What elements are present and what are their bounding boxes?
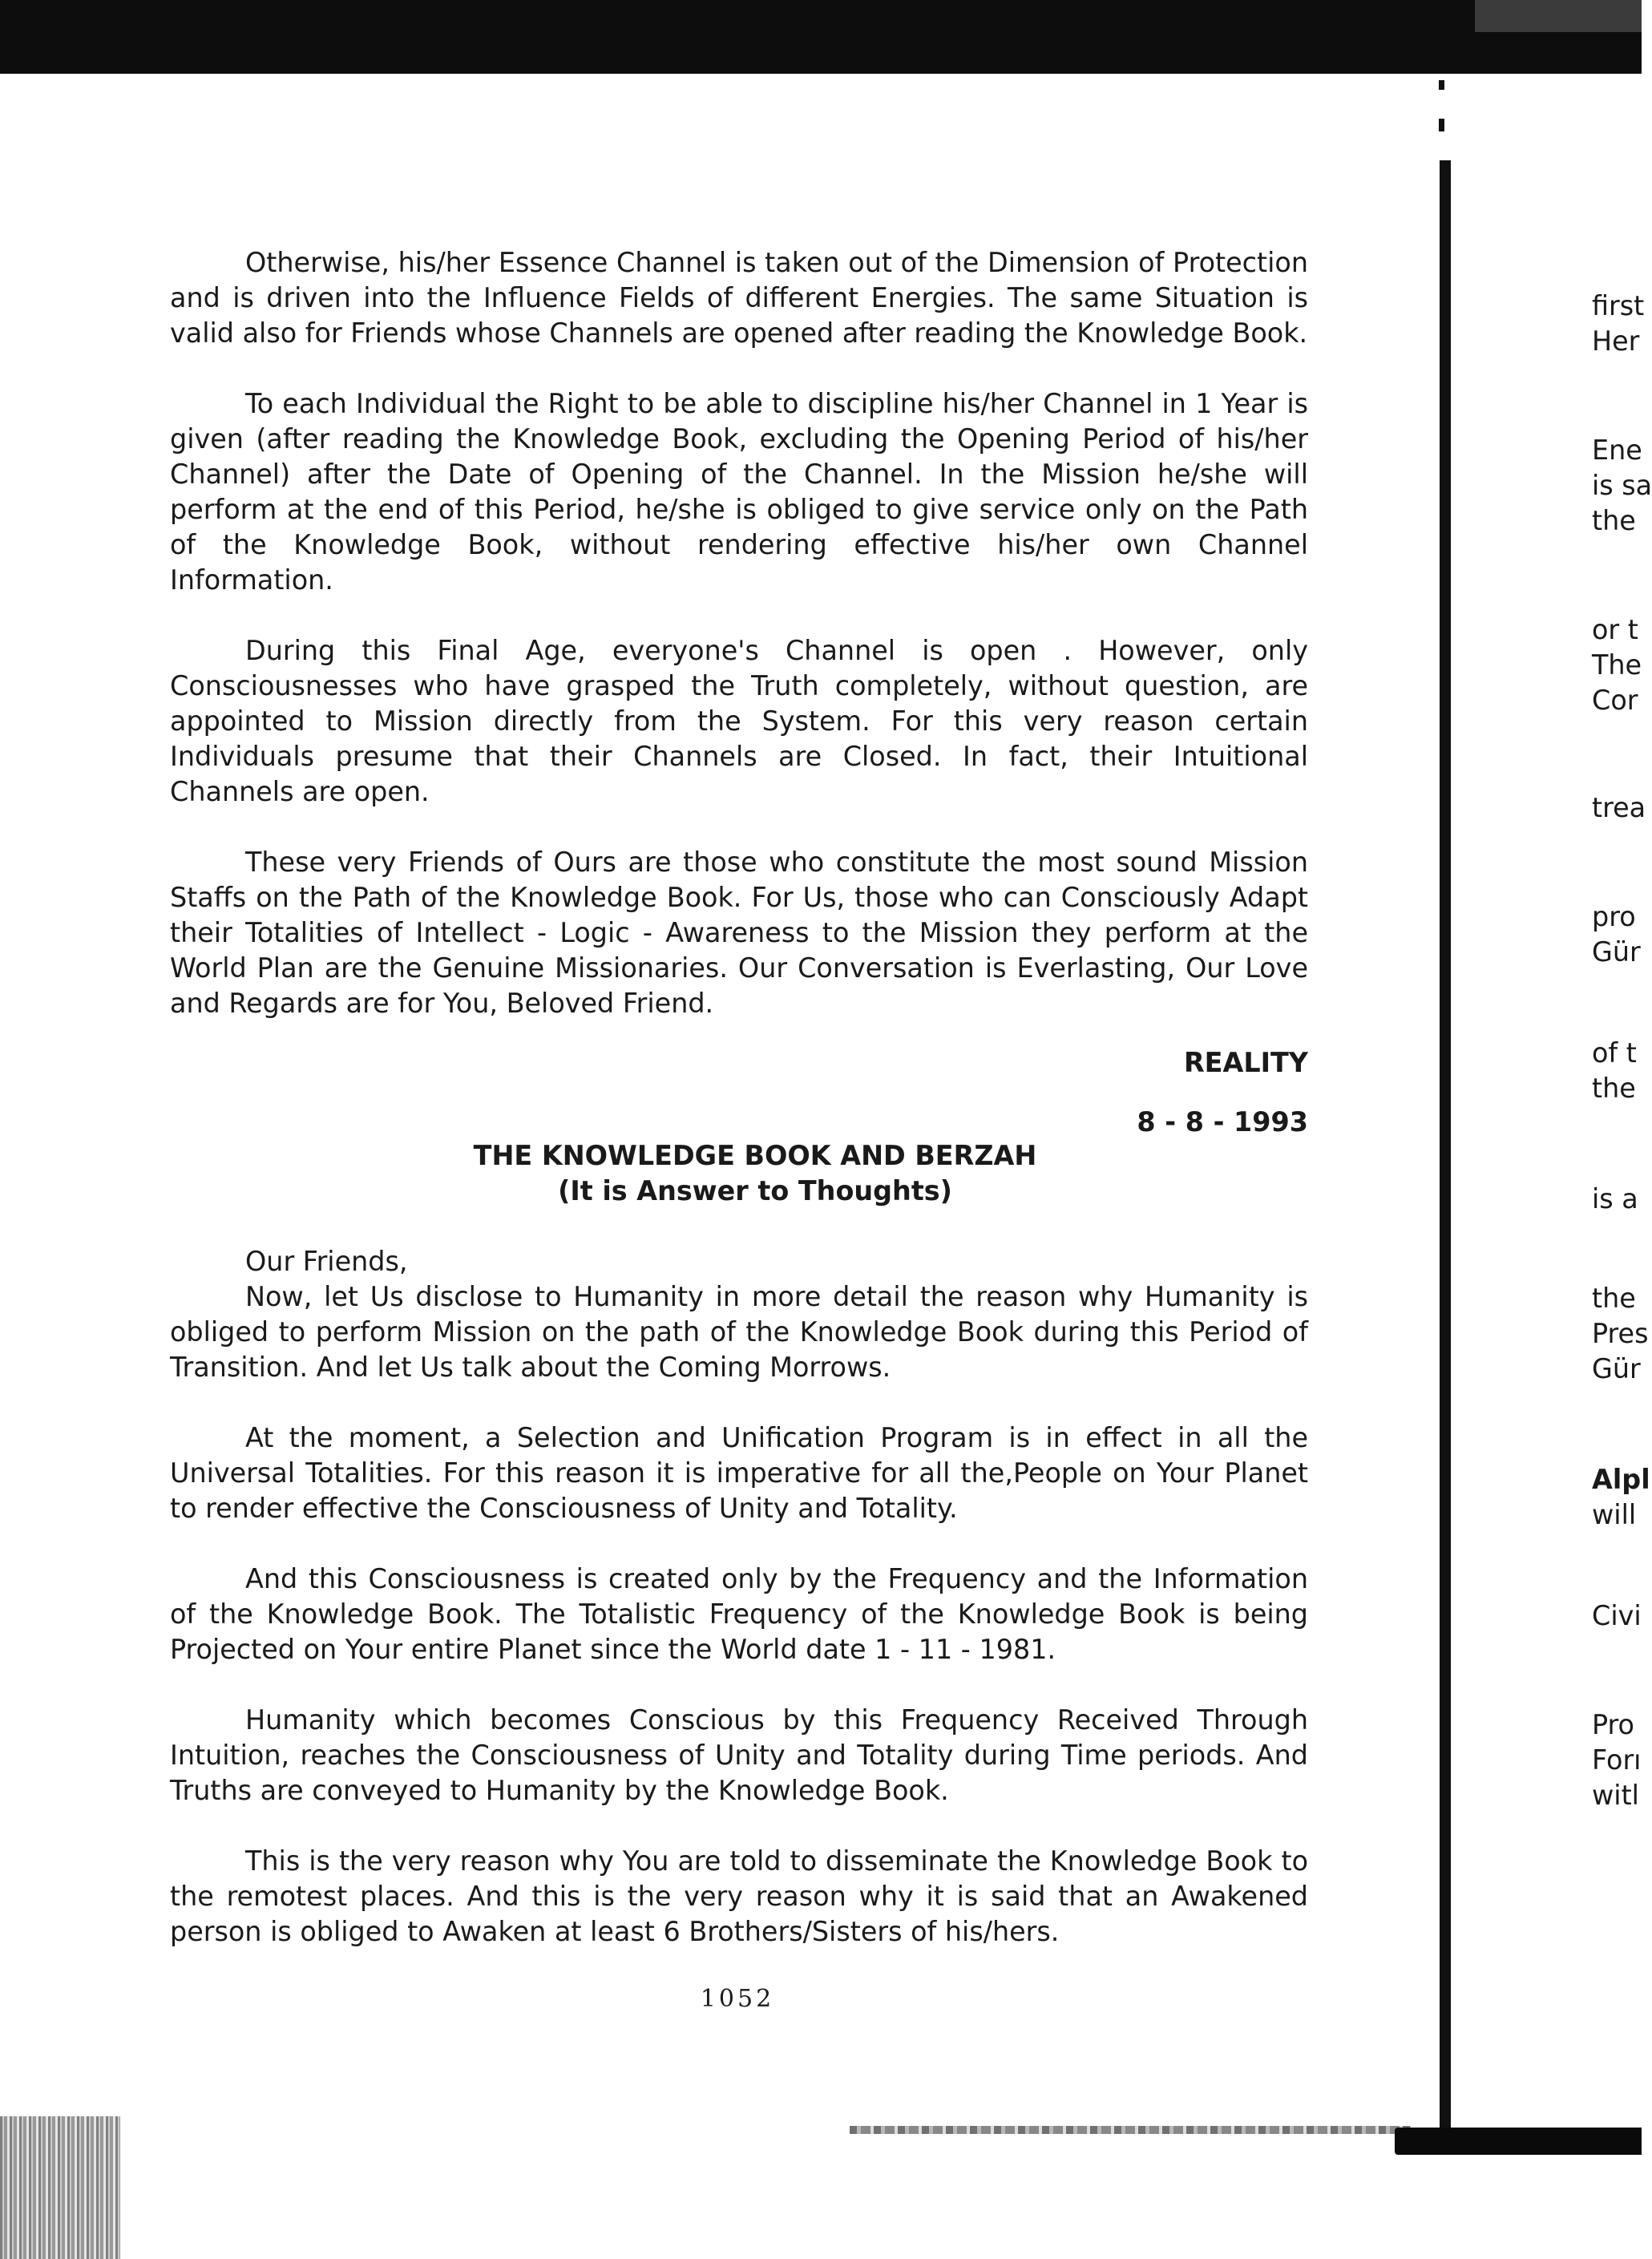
- next-page-fragment: Gür: [1592, 936, 1641, 968]
- paragraph-8: Humanity which becomes Conscious by this Frequency Received Through Intuition, reaches the Consciousness of Unity and Totality during Time periods. And Truths are conveyed to Humanity by the Knowledge Book.: [170, 1704, 1308, 1806]
- page-number: 1052: [700, 1985, 775, 2013]
- next-page-fragment: is a: [1592, 1183, 1638, 1214]
- spine-mark-top: [1439, 80, 1444, 90]
- next-page-fragment: Ene: [1592, 434, 1642, 466]
- paragraph-2: To each Individual the Right to be able to discipline his/her Channel in 1 Year is given (after reading the Knowledge Book, excluding the Opening Period of his/her Channel) after the Date of Opening of the Channel. In the Mission he/she will perform at the end of this Period, he/she is obliged to give service only on the Path of the Knowledge Book, without rendering effective his/her own Channel Information.: [170, 388, 1308, 596]
- next-page-fragment: Civi: [1592, 1600, 1642, 1631]
- next-page-fragment: The: [1592, 649, 1642, 681]
- next-page-fragment: trea: [1592, 792, 1646, 823]
- paragraph-1: Otherwise, his/her Essence Channel is taken out of the Dimension of Protection and is driven into the Influence Fields of different Energies. The same Situation is valid also for Friends whose Channels are opened after reading the Knowledge Book.: [170, 247, 1308, 349]
- next-page-fragment: is sa: [1592, 470, 1652, 501]
- signature: REALITY: [1183, 1047, 1308, 1078]
- next-page-fragment: the: [1592, 1073, 1636, 1104]
- next-page-fragment: first: [1592, 290, 1645, 321]
- paragraph-3: During this Final Age, everyone's Channel is open . However, only Consciousnesses who have grasped the Truth completely, without question, are appointed to Mission directly from the System. For this very reason certain Individuals presume that their Channels are Closed. In fact, their Intuitional Channels are open.: [170, 635, 1308, 807]
- next-page-fragment: the: [1592, 1283, 1636, 1314]
- spine-mark-second: [1439, 119, 1444, 131]
- next-page-fragment: pro: [1592, 901, 1636, 932]
- next-page-fragment: Cor: [1592, 685, 1638, 716]
- scan-top-shadow: [0, 0, 1642, 74]
- next-page-fragment: the: [1592, 505, 1636, 536]
- scan-corner-noise: [0, 2116, 120, 2259]
- paragraph-9: This is the very reason why You are told to disseminate the Knowledge Book to the remotest places. And this is the very reason why it is said that an Awakened person is obliged to Awaken at least 6 Brothers/Sisters of his/hers.: [170, 1845, 1308, 1947]
- paragraph-6: At the moment, a Selection and Unification Program is in effect in all the Universal Totalities. For this reason it is imperative for all the,People on Your Planet to render effective the Consciousness of Unity and Totality.: [170, 1422, 1308, 1524]
- section-subheading: (It is Answer to Thoughts): [558, 1175, 952, 1206]
- next-page-fragment: Pres: [1592, 1318, 1649, 1349]
- paragraph-7: And this Consciousness is created only by the Frequency and the Information of the Knowledge Book. The Totalistic Frequency of the Knowledge Book is being Projected on Your entire Planet since the World date 1 - 11 - 1981.: [170, 1563, 1308, 1665]
- scan-bottom-noise: [850, 2126, 1411, 2134]
- next-page-edge: [1592, 0, 1652, 2259]
- next-page-fragment: will: [1592, 1499, 1637, 1530]
- paragraph-4: These very Friends of Ours are those who constitute the most sound Mission Staffs on the Path of the Knowledge Book. For Us, those who can Consciously Adapt their Totalities of Intellect - Logic - Awareness to the Mission they perform at the World Plan are the Genuine Missionaries. Our Conversation is Everlasting, Our Love and Regards are for You, Beloved Friend.: [170, 847, 1308, 1019]
- page-body: [170, 245, 1308, 1950]
- paragraph-5: Now, let Us disclose to Humanity in more detail the reason why Humanity is obliged to perform Mission on the path of the Knowledge Book during this Period of Transition. And let Us talk about the Coming Morrows.: [170, 1281, 1308, 1383]
- next-page-fragment: or t: [1592, 614, 1638, 645]
- date-line: 8 - 8 - 1993: [1137, 1106, 1308, 1138]
- greeting: Our Friends,: [245, 1246, 408, 1277]
- next-page-fragment: of t: [1592, 1037, 1637, 1069]
- next-page-fragment: Pro: [1592, 1709, 1634, 1740]
- next-page-fragment: Alpl: [1592, 1464, 1650, 1495]
- next-page-fragment: Forı: [1592, 1744, 1642, 1776]
- next-page-fragment: Gür: [1592, 1353, 1641, 1384]
- book-spine-shadow: [1440, 160, 1451, 2132]
- next-page-fragment: Her: [1592, 325, 1640, 357]
- section-heading: THE KNOWLEDGE BOOK AND BERZAH: [473, 1140, 1037, 1171]
- next-page-fragment: witl: [1592, 1780, 1639, 1811]
